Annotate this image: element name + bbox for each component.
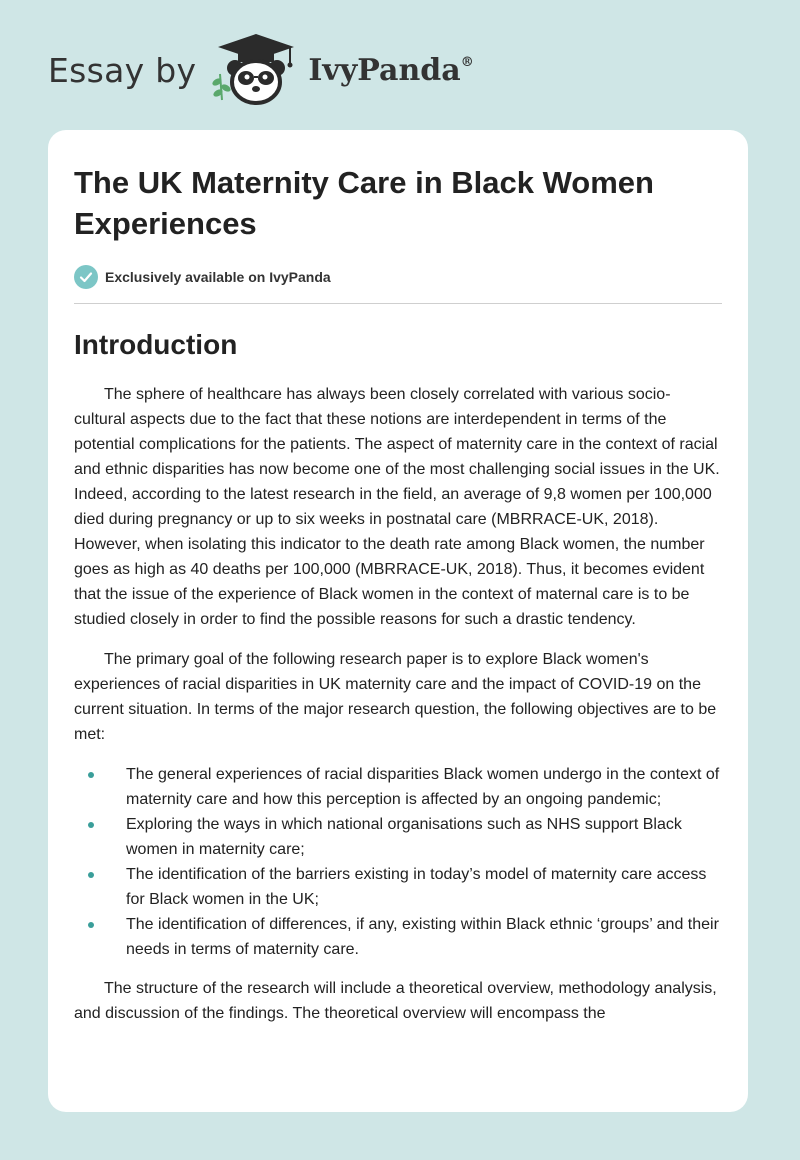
- bullet-icon: [88, 922, 94, 928]
- list-item: [74, 912, 722, 962]
- brand-name-text: IvyPanda: [308, 52, 461, 88]
- essay-by-label: Essay by: [48, 50, 197, 90]
- exclusive-badge-label: Exclusively available on IvyPanda: [105, 269, 331, 285]
- paragraph: The sphere of healthcare has always been closely correlated with various socio-cultural aspects due to the fact that these notions are interdependent in terms of the potential complications for the patients. The aspect of maternity care in the context of racial and ethnic disparities has now become one of the most challenging social issues in the UK. Indeed, according to the latest research in the field, an average of 9,8 women per 100,000 died during pregnancy or up to six weeks in postnatal care (MBRRACE-UK, 2018). However, when isolating this indicator to the death rate among Black women, the number goes as high as 40 deaths per 100,000 (MBRRACE-UK, 2018). Thus, it becomes evident that the issue of the experience of Black women in the context of maternal care is to be studied closely in order to find the possible reasons for such a drastic tendency.: [74, 386, 720, 628]
- brand-name[interactable]: [308, 53, 473, 88]
- bullet-icon: [88, 872, 94, 878]
- list-item: [74, 812, 722, 862]
- essay-card: [48, 130, 748, 1112]
- paragraph: The structure of the research will include a theoretical overview, methodology analysis, and discussion of the findings. The theoretical overview will encompass the: [74, 980, 717, 1022]
- paragraph: The primary goal of the following research paper is to explore Black women's experiences of racial disparities in UK maternity care and the impact of COVID-19 on the current situation. In terms of the major research question, the following objectives are to be met:: [74, 651, 717, 743]
- exclusive-badge: [74, 265, 722, 289]
- list-item-text: The identification of the barriers existing in today’s model of maternity care access for Black women in the UK;: [126, 866, 707, 908]
- essay-content: [74, 162, 722, 1026]
- list-item-text: Exploring the ways in which national organisations such as NHS support Black women in maternity care;: [126, 816, 682, 858]
- checkmark-icon: [74, 265, 98, 289]
- list-item-text: The general experiences of racial disparities Black women undergo in the context of maternity care and how this perception is affected by an ongoing pandemic;: [126, 766, 720, 808]
- list-item: [74, 862, 722, 912]
- divider: [74, 303, 722, 304]
- panda-logo-icon[interactable]: [210, 30, 302, 110]
- list-item: [74, 762, 722, 812]
- registered-mark: ®: [460, 54, 474, 70]
- objectives-list: [74, 762, 722, 962]
- essay-title: The UK Maternity Care in Black Women Experiences: [74, 165, 654, 241]
- list-item-text: The identification of differences, if any, existing within Black ethnic ‘groups’ and their needs in terms of maternity care.: [126, 916, 719, 958]
- bullet-icon: [88, 772, 94, 778]
- bullet-icon: [88, 822, 94, 828]
- section-heading-introduction: Introduction: [74, 329, 238, 360]
- site-header: [48, 30, 474, 110]
